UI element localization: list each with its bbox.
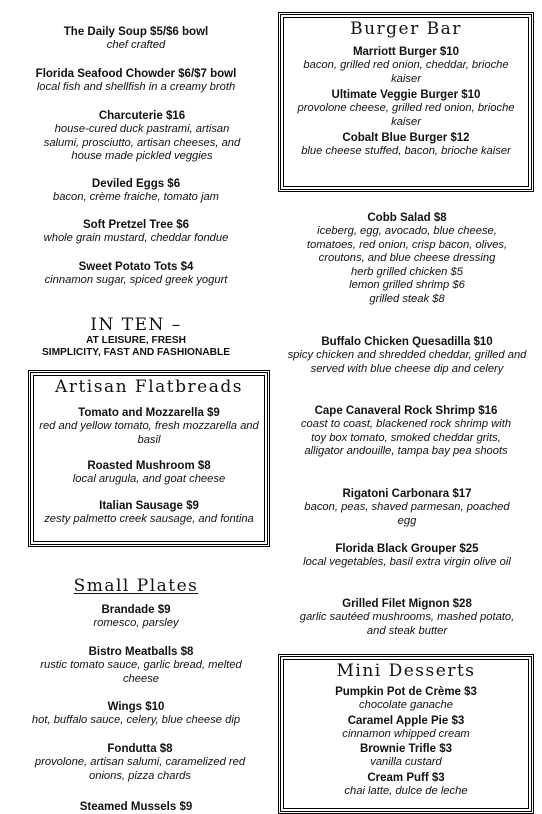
item-desc: provolone, artisan salumi, caramelized red onions, pizza chards (34, 756, 246, 782)
section-title: Burger Bar (350, 19, 462, 39)
item-name: Tomato and Mozzarella $9 (78, 407, 220, 419)
section-subtitle: SIMPLICITY, FAST AND FASHIONABLE (41, 347, 231, 358)
item-desc: iceberg, egg, avocado, blue cheese, tomatoes, red onion, crisp bacon, olives, croutons, and blue cheese dressing (306, 225, 508, 264)
menu-item (0, 260, 272, 288)
item-desc: rustic tomato sauce, garlic bread, melted cheese (40, 659, 242, 685)
item-desc: chocolate ganache (359, 699, 453, 711)
menu-item (0, 700, 272, 728)
item-desc: provolone cheese, grilled red onion, brioche kaiser (297, 102, 515, 128)
menu-item (0, 603, 272, 631)
item-name: Cobb Salad $8 (367, 212, 447, 224)
menu-item (292, 211, 522, 306)
section-subtitle: AT LEISURE, FRESH (86, 335, 186, 346)
menu-item (286, 335, 528, 376)
section-title: Artisan Flatbreads (55, 377, 243, 397)
item-desc: blue cheese stuffed, bacon, brioche kaiser (301, 145, 511, 157)
item-name: Marriott Burger $10 (352, 46, 460, 58)
menu-item (0, 25, 272, 53)
item-desc: coast to coast, blackened rock shrimp with toy box tomato, smoked cheddar grits, alligator andouille, tampa bay pea shoots (300, 418, 512, 457)
item-desc: local arugula, and goat cheese (72, 473, 226, 485)
item-name: Caramel Apple Pie $3 (347, 714, 465, 727)
item-name: Brownie Trifle $3 (359, 743, 453, 755)
item-desc: cinnamon whipped cream (342, 727, 470, 740)
item-desc: house-cured duck pastrami, artisan salumi, prosciutto, artisan cheeses, and house made pickled veggies (43, 123, 241, 162)
item-desc: local fish and shellfish in a creamy broth (36, 81, 236, 93)
section-title: Small Plates (73, 576, 199, 596)
item-name: Charcuterie $16 (98, 110, 186, 122)
menu-item (281, 742, 531, 770)
item-name: Brandade $9 (101, 604, 171, 616)
item-name: Grilled Filet Mignon $28 (342, 598, 472, 610)
item-name: Cream Puff $3 (367, 771, 445, 784)
item-desc: local vegetables, basil extra virgin olive oil (303, 556, 511, 568)
item-desc: zesty palmetto creek sausage, and fontina (44, 512, 254, 525)
item-desc: garlic sautéed mushrooms, mashed potato, and steak butter (299, 611, 515, 637)
menu-item (31, 499, 267, 527)
burger-bar-box (278, 12, 534, 192)
item-desc: chef crafted (106, 39, 166, 51)
menu-item (294, 597, 520, 638)
menu-item (28, 742, 252, 783)
item-desc: bacon, crème fraiche, tomato jam (52, 191, 220, 203)
menu-item (292, 404, 520, 459)
flatbreads-box (28, 370, 270, 547)
item-desc: whole grain mustard, cheddar fondue (43, 232, 229, 244)
menu-item (31, 406, 267, 447)
menu-item (0, 218, 272, 246)
item-name: Florida Black Grouper $25 (335, 543, 479, 555)
menu-item (31, 459, 267, 487)
item-name: Deviled Eggs $6 (91, 178, 181, 190)
item-name: Soft Pretzel Tree $6 (82, 219, 190, 231)
item-desc: vanilla custard (370, 756, 442, 768)
item-desc: spicy chicken and shredded cheddar, grilled and served with blue cheese dip and celery (287, 349, 527, 375)
menu-item (0, 177, 272, 205)
menu-item (281, 45, 531, 86)
menu-item (0, 800, 272, 814)
item-name: Sweet Potato Tots $4 (78, 261, 194, 273)
item-desc: chai latte, dulce de leche (344, 784, 468, 797)
item-name: Wings $10 (107, 701, 165, 713)
section-title: Mini Desserts (336, 661, 476, 681)
menu-item (38, 109, 246, 164)
item-name: Roasted Mushroom $8 (87, 460, 211, 472)
menu-item (281, 88, 531, 129)
item-desc: bacon, grilled red onion, cheddar, brioche kaiser (303, 59, 509, 85)
menu-item (281, 771, 531, 799)
menu-item (0, 67, 272, 95)
section-title: IN TEN – (90, 315, 182, 335)
item-name: Cape Canaveral Rock Shrimp $16 (314, 405, 498, 417)
item-name: Ultimate Veggie Burger $10 (331, 89, 481, 101)
item-desc: cinnamon sugar, spiced greek yogurt (44, 274, 228, 286)
item-name: Fondutta $8 (107, 743, 173, 755)
menu-item (281, 714, 531, 742)
menu-item (281, 131, 531, 159)
item-name: Cobalt Blue Burger $12 (342, 132, 470, 144)
item-desc: hot, buffalo sauce, celery, blue cheese dip (31, 714, 241, 726)
item-name: Steamed Mussels $9 (79, 801, 193, 813)
item-addon: herb grilled chicken $5 (351, 265, 463, 278)
item-name: The Daily Soup $5/$6 bowl (63, 26, 209, 38)
mini-desserts-box (278, 654, 534, 814)
item-name: Italian Sausage $9 (99, 499, 199, 512)
menu-item (286, 542, 528, 570)
item-name: Florida Seafood Chowder $6/$7 bowl (35, 68, 237, 80)
item-addon: lemon grilled shrimp $6 (349, 279, 465, 291)
in-ten-section (0, 315, 272, 359)
item-name: Pumpkin Pot de Crème $3 (335, 686, 477, 698)
item-name: Bistro Meatballs $8 (88, 646, 194, 658)
item-desc: red and yellow tomato, fresh mozzarella and basil (39, 420, 259, 446)
item-addon: grilled steak $8 (369, 292, 445, 305)
item-desc: romesco, parsley (93, 617, 179, 629)
item-name: Buffalo Chicken Quesadilla $10 (321, 336, 493, 348)
menu-item (281, 685, 531, 713)
menu-item (298, 487, 516, 528)
menu-item (30, 645, 252, 686)
item-desc: bacon, peas, shaved parmesan, poached egg (304, 501, 510, 527)
item-name: Rigatoni Carbonara $17 (342, 488, 472, 500)
